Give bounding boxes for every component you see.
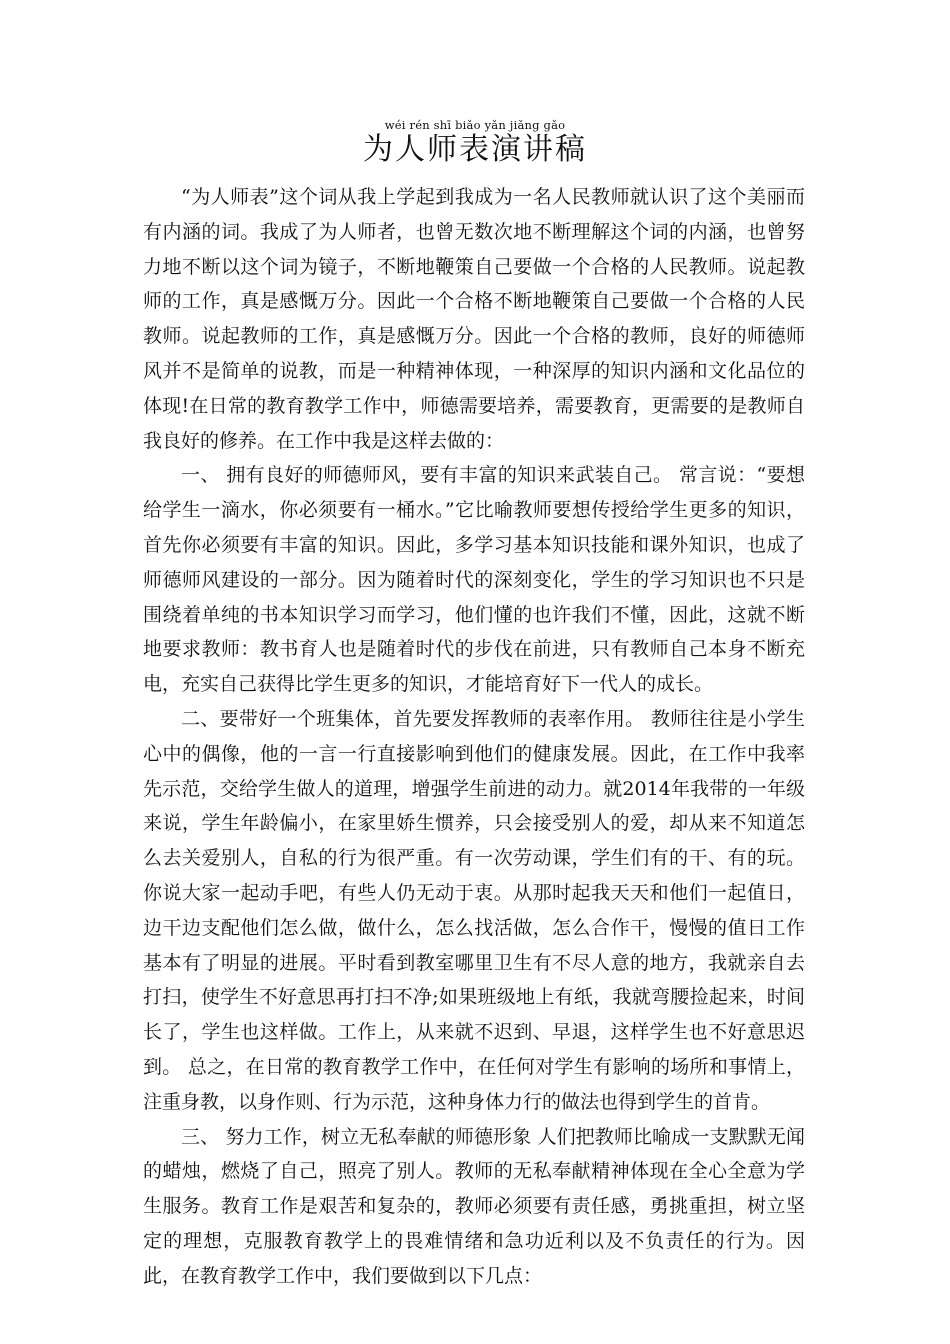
title-pinyin: wéi rén shī biǎo yǎn jiǎng gǎo bbox=[384, 118, 566, 132]
paragraph-point-three: 三、 努力工作，树立无私奉献的师德形象 人们把教师比喻成一支默默无闻的蜡烛，燃烧了自己，照亮了别人。教师的无私奉献精神体现在全心全意为学生服务。教育工作是艰苦和复杂的，教师必须要有责任感，勇挑重担，树立坚定的理想，克服教育教学上的畏难情绪和急功近利以及不负责任的行为。因此，在教育教学工作中，我们要做到以下几点： bbox=[143, 1125, 805, 1287]
paragraph-point-one: 一、 拥有良好的师德师风，要有丰富的知识来武装自己。 常言说：“要想给学生一滴水，你必须要有一桶水。”它比喻教师要想传授给学生更多的知识，首先你必须要有丰富的知识。因此，多学习基本知识技能和课外知识，也成了师德师风建设的一部分。因为随着时代的深刻变化，学生的学习知识也不只是围绕着单纯的书本知识学习而学习，他们懂的也许我们不懂，因此，这就不断地要求教师：教书育人也是随着时代的步伐在前进，只有教师自己本身不断充电，充实自己获得比学生更多的知识，才能培育好下一代人的成长。 bbox=[143, 464, 805, 696]
page-title: 为人师表演讲稿 bbox=[363, 132, 587, 167]
paragraph-point-two: 二、要带好一个班集体，首先要发挥教师的表率作用。 教师往往是小学生心中的偶像，他的一言一行直接影响到他们的健康发展。因此，在工作中我率先示范，交给学生做人的道理，增强学生前进的动力。就2014年我带的一年级来说，学生年龄偏小，在家里娇生惯养，只会接受别人的爱，却从来不知道怎么去关爱别人，自私的行为很严重。有一次劳动课，学生们有的干、有的玩。你说大家一起动手吧，有些人仍无动于衷。从那时起我天天和他们一起值日，边干边支配他们怎么做，做什么，怎么找活做，怎么合作干，慢慢的值日工作基本有了明显的进展。平时看到教室哪里卫生有不尽人意的地方，我就亲自去打扫，使学生不好意思再打扫不净;如果班级地上有纸，我就弯腰捡起来，时间长了，学生也这样做。工作上，从来就不迟到、早退，这样学生也不好意思迟到。 总之，在日常的教育教学工作中，在任何对学生有影响的场所和事情上，注重身教，以身作则、行为示范，这种身体力行的做法也得到学生的首肯。 bbox=[143, 707, 805, 1113]
document-body bbox=[143, 180, 805, 1294]
paragraph-intro: “为人师表”这个词从我上学起到我成为一名人民教师就认识了这个美丽而有内涵的词。我成了为人师者，也曾无数次地不断理解这个词的内涵，也曾努力地不断以这个词为镜子，不断地鞭策自己要做一个合格的人民教师。说起教师的工作，真是感慨万分。因此一个合格不断地鞭策自己要做一个合格的人民教师。说起教师的工作，真是感慨万分。因此一个合格的教师，良好的师德师风并不是简单的说教，而是一种精神体现，一种深厚的知识内涵和文化品位的体现!在日常的教育教学工作中，师德需要培养，需要教育，更需要的是教师自我良好的修养。在工作中我是这样去做的： bbox=[143, 186, 805, 452]
